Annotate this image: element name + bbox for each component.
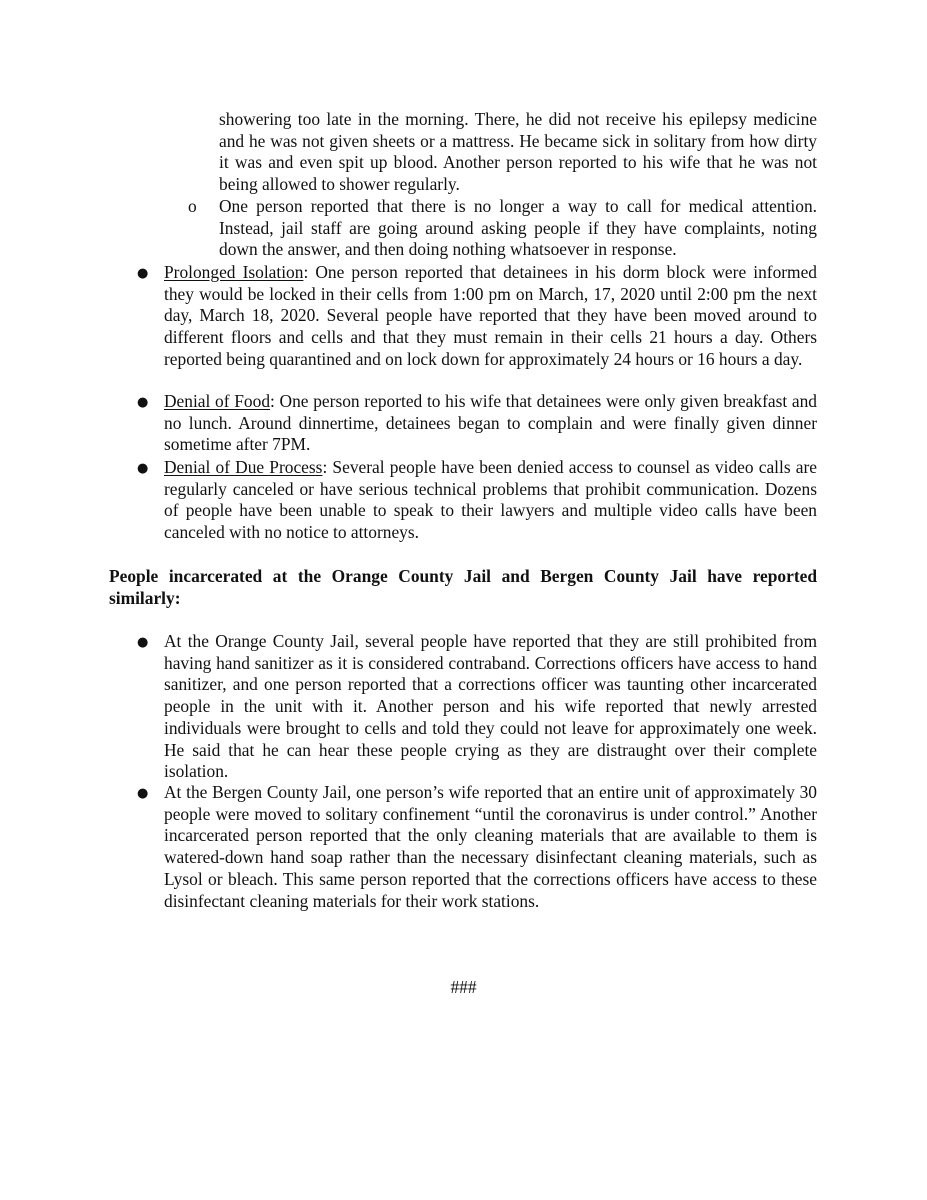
sub-bullet-continuation: showering too late in the morning. There, he did not receive his epilepsy medicine and he was not given sheets or a mattress. He became sick in solitary from how dirty it was and even spit up blood. Another person reported to his wife that he was not being allowed to shower regularly. — [219, 109, 817, 195]
bullet-marker: ● — [137, 635, 149, 650]
bullet-denial-of-food — [164, 391, 817, 456]
bullet-label: Denial of Due Process — [164, 457, 323, 477]
bullet-marker: ● — [137, 461, 149, 476]
sub-bullet-text: One person reported that there is no longer a way to call for medical attention. Instead, jail staff are going around asking people if they have complaints, noting down the answer, and then doing nothing whatsoever in response. — [219, 196, 817, 260]
bullet-body: : One person reported to his wife that detainees were only given breakfast and no lunch. Around dinnertime, detainees began to complain and were finally given dinner sometime after 7PM. — [164, 391, 817, 455]
bullet-body: : Several people have been denied access to counsel as video calls are regularly canceled or have serious technical problems that prohibit communication. Dozens of people have been unable to speak to their lawyers and multiple video calls have been canceled with no notice to attorneys. — [164, 457, 817, 543]
section-heading: People incarcerated at the Orange County Jail and Bergen County Jail have reported similarly: — [109, 566, 817, 608]
bullet-bergen-county-jail: At the Bergen County Jail, one person’s wife reported that an entire unit of approximately 30 people were moved to solitary confinement “until the coronavirus is under control.” Another incarcerated person reported that the only cleaning materials that are available to them is watered-down hand soap rather than the necessary disinfectant cleaning materials, such as Lysol or bleach. This same person reported that the corrections officers have access to these disinfectant cleaning materials for their work stations. — [164, 782, 817, 911]
bullet-prolonged-isolation — [164, 262, 817, 371]
end-mark: ### — [450, 977, 477, 997]
bullet-body: : One person reported that detainees in his dorm block were informed they would be locked in their cells from 1:00 pm on March, 17, 2020 until 2:00 pm the next day, March 18, 2020. Several people have reported that they have been moved around to different floors and cells and that they must remain in their cells 21 hours a day. Others reported being quarantined and on lock down for approximately 24 hours or 16 hours a day. — [164, 262, 817, 369]
bullet-marker: ● — [137, 395, 149, 410]
bullet-label: Prolonged Isolation — [164, 262, 304, 282]
bullet-label: Denial of Food — [164, 391, 271, 411]
bullet-marker: ● — [137, 786, 149, 801]
bullet-denial-of-due-process — [164, 457, 817, 544]
sub-bullet-marker: o — [188, 196, 197, 216]
bullet-orange-county-jail: At the Orange County Jail, several people have reported that they are still prohibited from having hand sanitizer as it is considered contraband. Corrections officers have access to hand sanitizer, and one person reported that a corrections officer was taunting other incarcerated people in the unit with it. Another person and his wife reported that newly arrested individuals were brought to cells and told they could not leave for approximately one week. He said that he can hear these people crying as they are distraught over their complete isolation. — [164, 631, 817, 782]
bullet-marker: ● — [137, 266, 149, 281]
